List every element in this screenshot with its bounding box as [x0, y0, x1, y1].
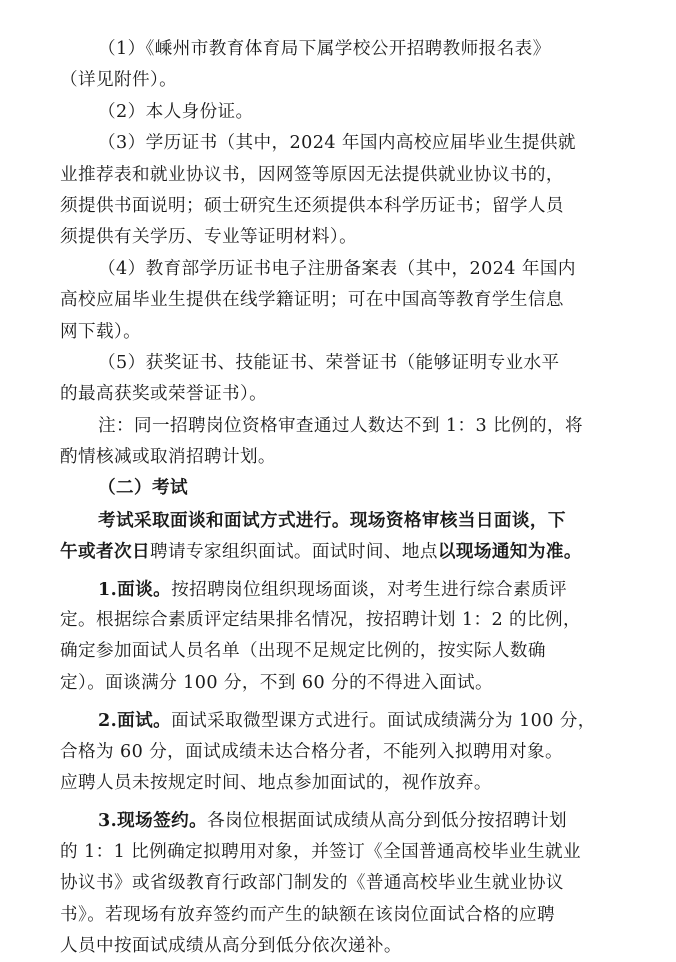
item-line: 协议书》或省级教育行政部门制发的《普通高校毕业生就业协议 [60, 873, 564, 894]
item-first-line [60, 705, 630, 736]
item-line: 确定参加面试人员名单（出现不足规定比例的，按实际人数确 [60, 641, 546, 662]
exam-intro-line [60, 536, 630, 567]
item-title: 3.现场签约。 [98, 810, 208, 832]
section-heading: （二）考试 [98, 478, 188, 499]
item-text: 按招聘岗位组织现场面谈，对考生进行综合素质评 [171, 579, 568, 600]
item-line: 定）。面谈满分 100 分，不到 60 分的不得进入面试。 [60, 672, 494, 693]
item-first-line [60, 574, 630, 605]
paragraph-line: 业推荐表和就业协议书，因网签等原因无法提供就业协议书的， [60, 164, 564, 185]
paragraph-line: （3）学历证书（其中，2024 年国内高校应届毕业生提供就 [98, 133, 576, 154]
item-line: 人员中按面试成绩从高分到低分依次递补。 [60, 935, 402, 956]
item-line: 书》。若现场有放弃签约而产生的缺额在该岗位面试合格的应聘 [60, 904, 556, 925]
item-title: 2.面试。 [98, 710, 172, 732]
note-line: 注：同一招聘岗位资格审查通过人数达不到 1：3 比例的，将 [98, 415, 584, 436]
paragraph-line: （4）教育部学历证书电子注册备案表（其中，2024 年国内 [98, 258, 576, 279]
paragraph-line: 须提供书面说明；硕士研究生还须提供本科学历证书；留学人员 [60, 195, 564, 216]
item-line: 合格为 60 分，面试成绩未达合格分者，不能列入拟聘用对象。 [60, 741, 564, 762]
exam-intro-text: 聘请专家组织面试。面试时间、地点 [149, 542, 438, 563]
paragraph-line: 的最高获奖或荣誉证书）。 [60, 384, 268, 405]
exam-intro-bold: 午或者次日 [60, 541, 150, 563]
paragraph-line: （详见附件）。 [60, 70, 178, 91]
exam-intro-line: 考试采取面谈和面试方式进行。现场资格审核当日面谈，下 [98, 509, 566, 531]
item-text: 各岗位根据面试成绩从高分到低分按招聘计划 [207, 811, 568, 832]
item-line: 的 1：1 比例确定拟聘用对象，并签订《全国普通高校毕业生就业 [60, 841, 582, 862]
item-line: 应聘人员未按规定时间、地点参加面试的，视作放弃。 [60, 772, 492, 793]
paragraph-line: 须提供有关学历、专业等证明材料）。 [60, 227, 358, 248]
paragraph-line: （5）获奖证书、技能证书、荣誉证书（能够证明专业水平 [98, 352, 560, 373]
paragraph-line: （1）《嵊州市教育体育局下属学校公开招聘教师报名表》 [98, 39, 551, 59]
item-title: 1.面谈。 [98, 578, 172, 600]
paragraph-line: （2）本人身份证。 [98, 101, 254, 122]
paragraph-line: 高校应届毕业生提供在线学籍证明；可在中国高等教育学生信息 [60, 290, 564, 311]
note-line: 酌情核减或取消招聘计划。 [60, 447, 276, 468]
exam-intro-bold: 以现场通知为准。 [437, 541, 582, 563]
item-text: 面试采取微型课方式进行。面试成绩满分为 100 分， [171, 711, 596, 732]
paragraph-line: 网下载）。 [60, 321, 142, 342]
item-first-line [60, 805, 630, 836]
item-line: 定。根据综合素质评定结果排名情况，按招聘计划 1：2 的比例， [60, 610, 582, 631]
